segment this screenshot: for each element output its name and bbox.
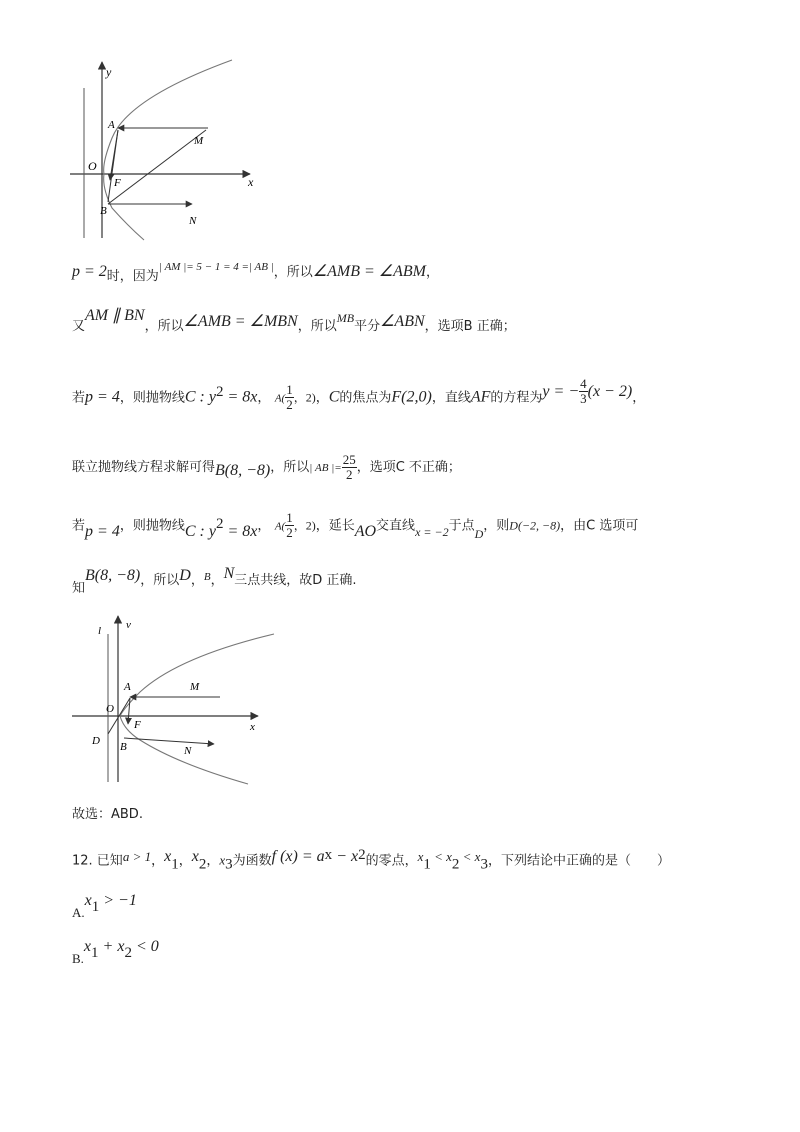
label-x: x [250, 721, 255, 733]
label-a: A [108, 119, 115, 131]
solution-line-6: 知B(8, −8)，所以D，$^B$，N三点共线，故D 正确. [72, 565, 357, 596]
option-b: $B.x_1 + x_2 < 0$ [72, 938, 159, 966]
solution-line-3: 若p = 4，则抛物线C : $y^2 = 8x$， A( $\frac{1}{2}$ ，2)，C的焦点为F(2,0)，直线AF的方程为y = − $\frac{4}{3}$ (x − 2)， [72, 376, 646, 413]
label-o: O [88, 159, 97, 173]
label-l: l [98, 625, 102, 637]
label-f: F [114, 177, 121, 189]
ray-bn [124, 738, 214, 744]
solution-line-5: 若p = 4，则抛物线C : $y^2 = 8x$， A( $\frac{1}{2}$ ，2)，延长AO交直线x = −2于点D，则D(−2, −8)，由C 选项可 [72, 510, 639, 541]
label-b: B [120, 741, 127, 753]
segment-ab [108, 130, 118, 202]
label-x: x [248, 175, 254, 189]
parabola-curve [120, 634, 274, 784]
parabola-curve [104, 60, 232, 240]
label-b: B [100, 205, 107, 217]
segment-af [128, 698, 130, 724]
label-m: M [190, 681, 200, 693]
parabola-figure-1 [68, 58, 268, 243]
solution-line-1: p = 2时，因为$^{| AM |= 5 - 1 = 4 =| AB |}$，所以∠AMB = ∠ABM， [72, 261, 439, 284]
label-y: v [126, 619, 131, 631]
label-n: N [184, 745, 192, 757]
label-m: M [194, 135, 204, 147]
label-a: A [124, 681, 131, 693]
question-12: 12. 已知a > 1，$x_1$，$x_2$，$x_3$为函数f $(x) = a^x - x^2$的零点，$x_1 < x_2 < x_3$，下列结论中正确的是（ ） [72, 847, 670, 873]
solution-line-4: 联立抛物线方程求解可得B(8, −8)，所以| AB |= $\frac{25}{2}$ ，选项C 不正确； [72, 451, 461, 482]
parabola-figure-2 [68, 612, 278, 787]
segment-bm [108, 130, 206, 204]
label-o: O [106, 703, 114, 715]
label-n: N [189, 215, 197, 227]
answer-text: 故选：ABD. [72, 807, 143, 822]
label-f: F [134, 719, 141, 731]
option-a: $A.x_1 > -1$ [72, 892, 137, 920]
label-d: D [92, 735, 100, 747]
label-y: y [106, 65, 112, 79]
solution-line-2: 又AM ∥ BN，所以∠AMB = ∠MBN，所以MB平分∠ABN，选项B 正确； [72, 307, 516, 334]
